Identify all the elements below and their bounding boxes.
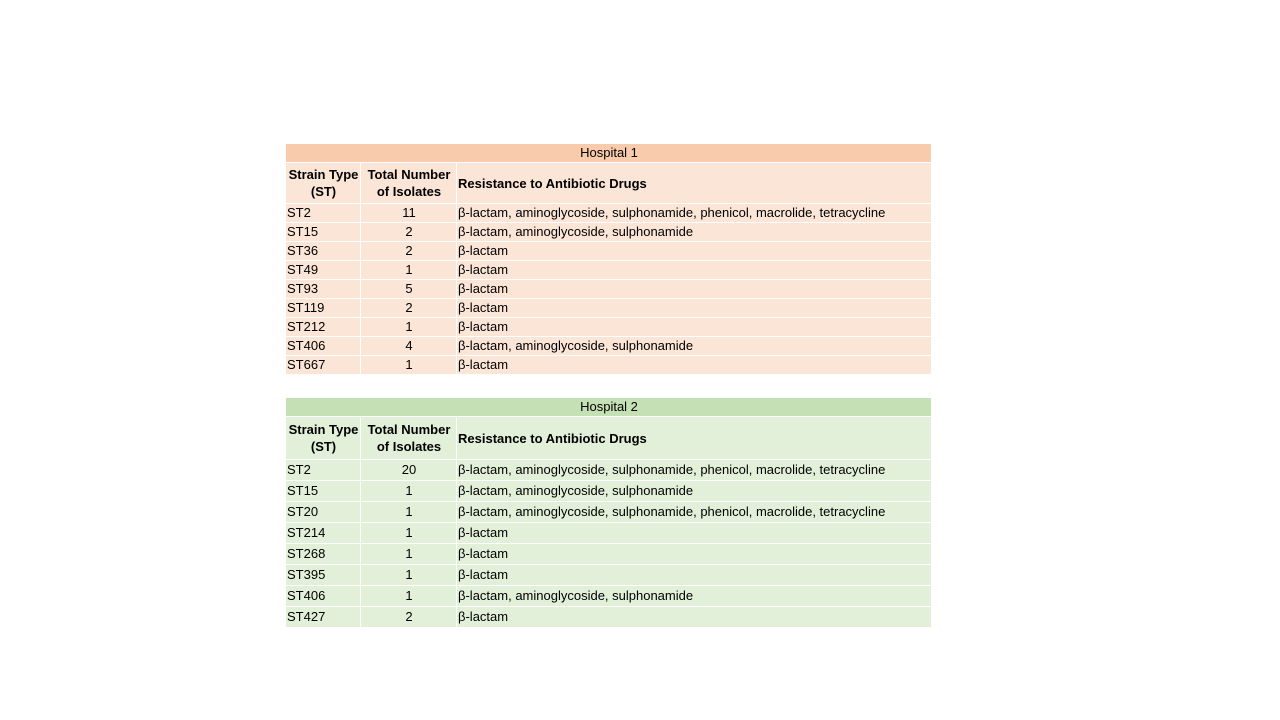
strain-type-header: Strain Type (ST) [286, 163, 361, 204]
hospital-1-title: Hospital 1 [286, 144, 932, 163]
resistance-cell: β-lactam [457, 280, 932, 299]
table-row [286, 261, 932, 280]
isolate-count-cell: 1 [361, 356, 457, 375]
table-title-row [286, 398, 932, 417]
resistance-header: Resistance to Antibiotic Drugs [457, 417, 932, 460]
isolate-count-cell: 20 [361, 460, 457, 481]
resistance-cell: β-lactam, aminoglycoside, sulphonamide, phenicol, macrolide, tetracycline [457, 502, 932, 523]
resistance-cell: β-lactam [457, 565, 932, 586]
isolate-count-cell: 2 [361, 242, 457, 261]
resistance-cell: β-lactam, aminoglycoside, sulphonamide [457, 223, 932, 242]
table-row [286, 460, 932, 481]
resistance-cell: β-lactam [457, 242, 932, 261]
table-row [286, 356, 932, 375]
isolate-count-cell: 1 [361, 481, 457, 502]
table-row [286, 481, 932, 502]
table-row [286, 586, 932, 607]
strain-type-cell: ST214 [286, 523, 361, 544]
isolate-count-cell: 1 [361, 318, 457, 337]
resistance-cell: β-lactam, aminoglycoside, sulphonamide [457, 586, 932, 607]
strain-type-cell: ST406 [286, 337, 361, 356]
table-row [286, 242, 932, 261]
table-row [286, 502, 932, 523]
table-row [286, 318, 932, 337]
table-row [286, 565, 932, 586]
table-row [286, 204, 932, 223]
strain-type-cell: ST667 [286, 356, 361, 375]
table-row [286, 280, 932, 299]
strain-type-cell: ST268 [286, 544, 361, 565]
strain-type-cell: ST406 [286, 586, 361, 607]
resistance-cell: β-lactam, aminoglycoside, sulphonamide [457, 337, 932, 356]
isolate-count-cell: 4 [361, 337, 457, 356]
table-row [286, 607, 932, 628]
resistance-cell: β-lactam, aminoglycoside, sulphonamide, phenicol, macrolide, tetracycline [457, 460, 932, 481]
isolate-count-cell: 5 [361, 280, 457, 299]
total-isolates-header: Total Number of Isolates [361, 163, 457, 204]
strain-type-cell: ST212 [286, 318, 361, 337]
isolate-count-cell: 2 [361, 607, 457, 628]
table-row [286, 223, 932, 242]
strain-type-cell: ST36 [286, 242, 361, 261]
strain-type-cell: ST93 [286, 280, 361, 299]
strain-type-cell: ST15 [286, 481, 361, 502]
resistance-cell: β-lactam [457, 261, 932, 280]
table-row [286, 299, 932, 318]
hospital-2-rows [286, 460, 932, 628]
table-row [286, 544, 932, 565]
hospital-2-title: Hospital 2 [286, 398, 932, 417]
resistance-cell: β-lactam, aminoglycoside, sulphonamide, phenicol, macrolide, tetracycline [457, 204, 932, 223]
isolate-count-cell: 1 [361, 565, 457, 586]
table-title-row [286, 144, 932, 163]
strain-type-cell: ST2 [286, 460, 361, 481]
table-header-row [286, 417, 932, 460]
isolate-count-cell: 1 [361, 523, 457, 544]
isolate-count-cell: 11 [361, 204, 457, 223]
strain-type-cell: ST119 [286, 299, 361, 318]
total-isolates-header: Total Number of Isolates [361, 417, 457, 460]
resistance-cell: β-lactam [457, 523, 932, 544]
strain-type-header: Strain Type (ST) [286, 417, 361, 460]
resistance-cell: β-lactam, aminoglycoside, sulphonamide [457, 481, 932, 502]
isolate-count-cell: 1 [361, 502, 457, 523]
hospital-1-table [285, 143, 932, 375]
strain-type-cell: ST49 [286, 261, 361, 280]
hospital-2-table [285, 397, 932, 628]
isolate-count-cell: 1 [361, 586, 457, 607]
table-row [286, 337, 932, 356]
strain-type-cell: ST427 [286, 607, 361, 628]
resistance-cell: β-lactam [457, 299, 932, 318]
strain-type-cell: ST395 [286, 565, 361, 586]
isolate-count-cell: 1 [361, 261, 457, 280]
strain-type-cell: ST20 [286, 502, 361, 523]
table-row [286, 523, 932, 544]
resistance-cell: β-lactam [457, 356, 932, 375]
table-header-row [286, 163, 932, 204]
resistance-cell: β-lactam [457, 318, 932, 337]
isolate-count-cell: 2 [361, 299, 457, 318]
resistance-cell: β-lactam [457, 544, 932, 565]
strain-type-cell: ST2 [286, 204, 361, 223]
hospital-1-rows [286, 204, 932, 375]
isolate-count-cell: 1 [361, 544, 457, 565]
strain-type-cell: ST15 [286, 223, 361, 242]
resistance-cell: β-lactam [457, 607, 932, 628]
resistance-header: Resistance to Antibiotic Drugs [457, 163, 932, 204]
isolate-count-cell: 2 [361, 223, 457, 242]
